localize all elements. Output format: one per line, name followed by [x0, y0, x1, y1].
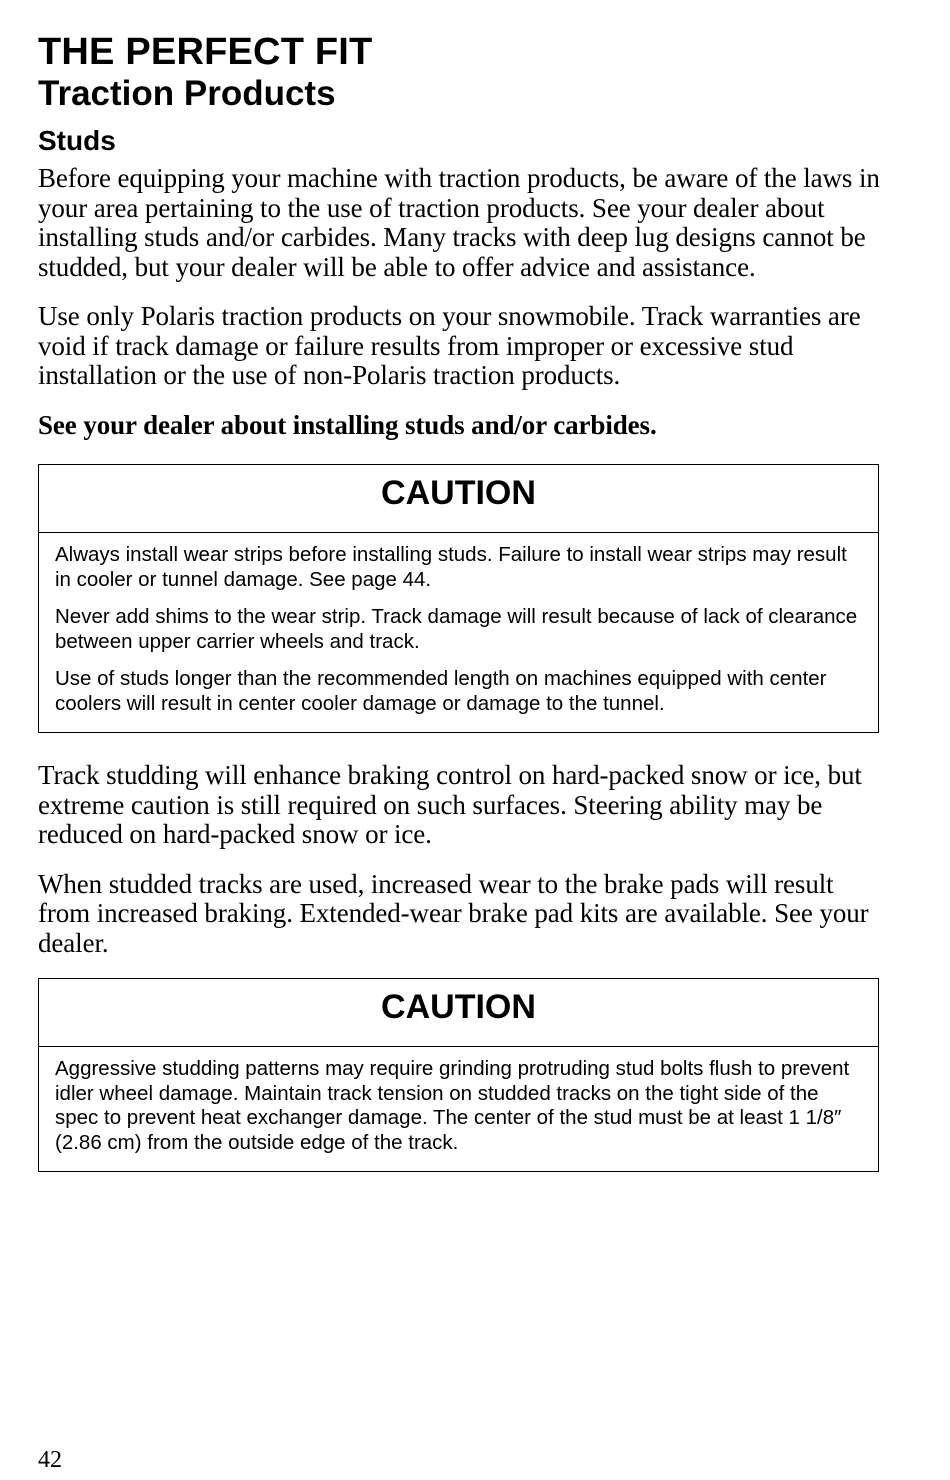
middle-paragraph-1: Track studding will enhance braking control on hard-packed snow or ice, but extreme caution is still required on such surfaces. Steering ability may be reduced on hard-packed snow or ice.: [38, 760, 862, 849]
page-subtitle: Traction Products: [38, 74, 336, 113]
caution-1-item-1: Always install wear strips before installing studs. Failure to install wear strips may result in cooler or tunnel damage. See page 44.: [55, 543, 847, 591]
page-number: 42: [38, 1447, 62, 1473]
intro-paragraph-1: Before equipping your machine with traction products, be aware of the laws in your area pertaining to the use of traction products. See your dealer about installing studs and/or carbides. Many tracks with deep lug designs cannot be studded, but your dealer will be able to offer advice and assistance.: [38, 163, 880, 282]
caution-box-2: [38, 978, 879, 1172]
caution-heading-2: CAUTION: [39, 979, 878, 1047]
caution-2-item-1: Aggressive studding patterns may require grinding protruding stud bolts flush to prevent idler wheel damage. Maintain track tension on studded tracks on the tight side of the spec to prevent heat exchanger damage. The center of the stud must be at least 1 1/8″ (2.86 cm) from the outside edge of the track.: [55, 1057, 850, 1154]
dealer-note: See your dealer about installing studs and/or carbides.: [38, 409, 657, 440]
caution-body-1: [39, 533, 878, 732]
caution-body-2: [39, 1047, 878, 1171]
middle-paragraph-2: When studded tracks are used, increased wear to the brake pads will result from increased braking. Extended-wear brake pad kits are available. See your dealer.: [38, 868, 869, 958]
document-page: [38, 30, 880, 1200]
caution-heading-1: CAUTION: [39, 465, 878, 533]
intro-paragraph-2: Use only Polaris traction products on your snowmobile. Track warranties are void if track damage or failure results from improper or excessive stud installation or the use of non-Polaris traction products.: [38, 301, 861, 390]
caution-box-1: [38, 464, 879, 733]
page-title: THE PERFECT FIT: [38, 31, 373, 73]
caution-1-item-2: Never add shims to the wear strip. Track damage will result because of lack of clearance between upper carrier wheels and track.: [55, 605, 858, 653]
caution-1-item-3: Use of studs longer than the recommended length on machines equipped with center coolers will result in center cooler damage or damage to the tunnel.: [55, 667, 827, 715]
section-heading: Studs: [38, 125, 116, 156]
